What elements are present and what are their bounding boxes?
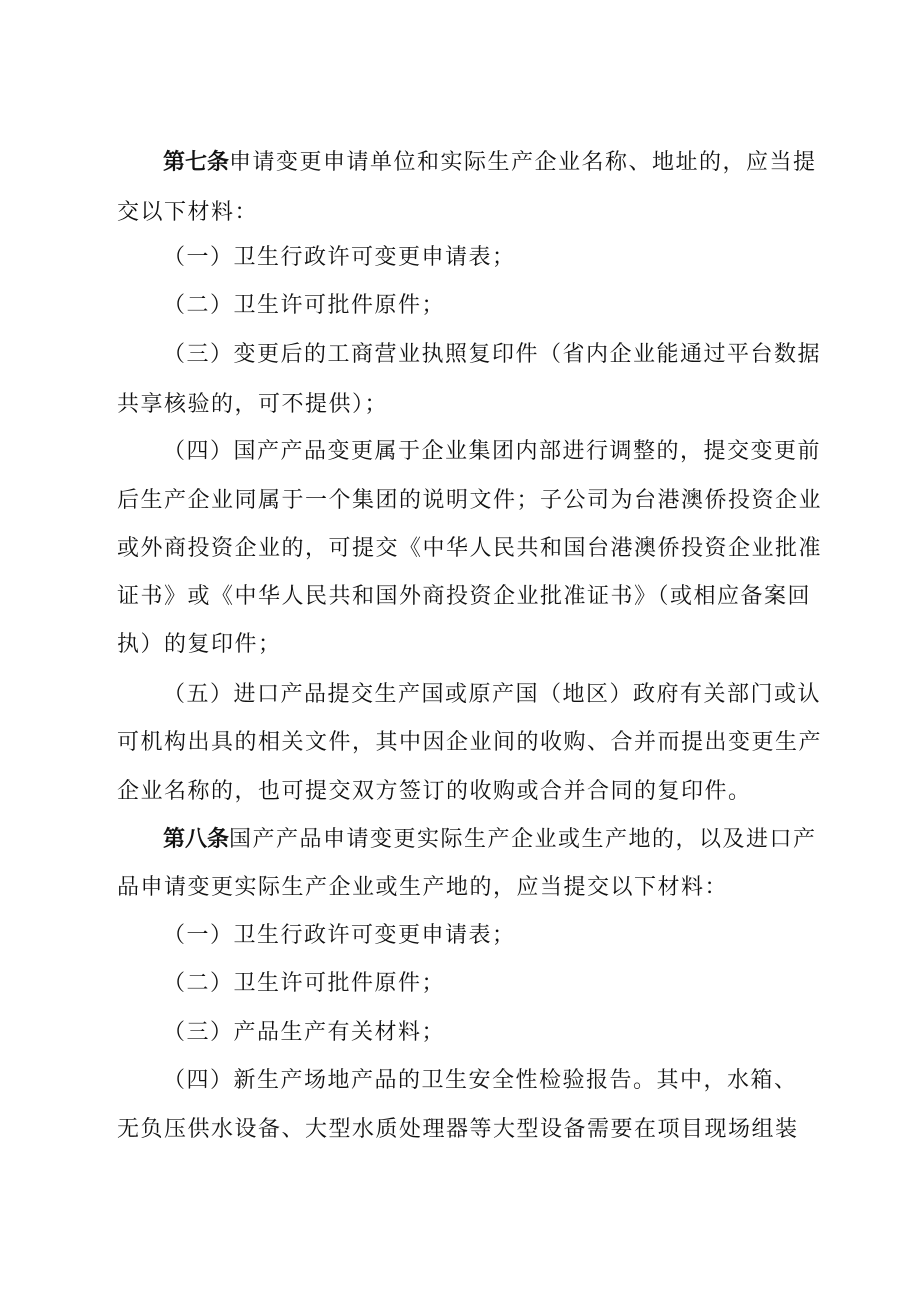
article-7-first-line bbox=[163, 148, 817, 178]
article-7-item-3: （三）变更后的工商营业执照复印件（省内企业能通过平台数据 bbox=[163, 342, 822, 367]
article-8-item-4-cont: 无负压供水设备、大型水质处理器等大型设备需要在项目现场组装 bbox=[117, 1117, 799, 1142]
article-7-item-5-cont: 可机构出具的相关文件，其中因企业间的收购、合并而提出变更生产 bbox=[117, 730, 823, 755]
article-7-item-4-cont: 证书》或《中华人民共和国外商投资企业批准证书》（或相应备案回 bbox=[117, 584, 812, 609]
article-8-item-1: （一）卫生行政许可变更申请表； bbox=[163, 923, 516, 948]
article-8-first-line bbox=[163, 825, 817, 855]
article-8-text: 国产产品申请变更实际生产企业或生产地的，以及进口产 bbox=[229, 827, 817, 852]
article-7-item-2: （二）卫生许可批件原件； bbox=[163, 293, 446, 318]
article-7-item-4-cont: 后生产企业同属于一个集团的说明文件；子公司为台港澳侨投资企业 bbox=[117, 488, 823, 513]
article-8-item-3: （三）产品生产有关材料； bbox=[163, 1020, 446, 1045]
article-7-item-4-cont: 或外商投资企业的，可提交《中华人民共和国台港澳侨投资企业批准 bbox=[117, 536, 823, 561]
article-7-item-5: （五）进口产品提交生产国或原产国（地区）政府有关部门或认 bbox=[163, 682, 822, 707]
article-7-item-3-cont: 共享核验的，可不提供）； bbox=[117, 392, 389, 417]
article-8-label: 第八条 bbox=[163, 827, 230, 852]
article-7-line: 交以下材料： bbox=[117, 200, 259, 225]
article-7-item-5-cont: 企业名称的，也可提交双方签订的收购或合并合同的复印件。 bbox=[117, 779, 752, 804]
article-8-item-4: （四）新生产场地产品的卫生安全性检验报告。其中，水箱、 bbox=[163, 1068, 798, 1093]
article-8-line: 品申请变更实际生产企业或生产地的，应当提交以下材料： bbox=[117, 875, 729, 900]
article-7-item-4-cont: 执）的复印件； bbox=[117, 632, 282, 657]
article-8-item-2: （二）卫生许可批件原件； bbox=[163, 971, 446, 996]
article-7-text: 申请变更申请单位和实际生产企业名称、地址的，应当提 bbox=[229, 150, 817, 175]
article-7-item-4: （四）国产产品变更属于企业集团内部进行调整的，提交变更前 bbox=[163, 439, 822, 464]
article-7-label: 第七条 bbox=[163, 150, 230, 175]
article-7-item-1: （一）卫生行政许可变更申请表； bbox=[163, 245, 516, 270]
